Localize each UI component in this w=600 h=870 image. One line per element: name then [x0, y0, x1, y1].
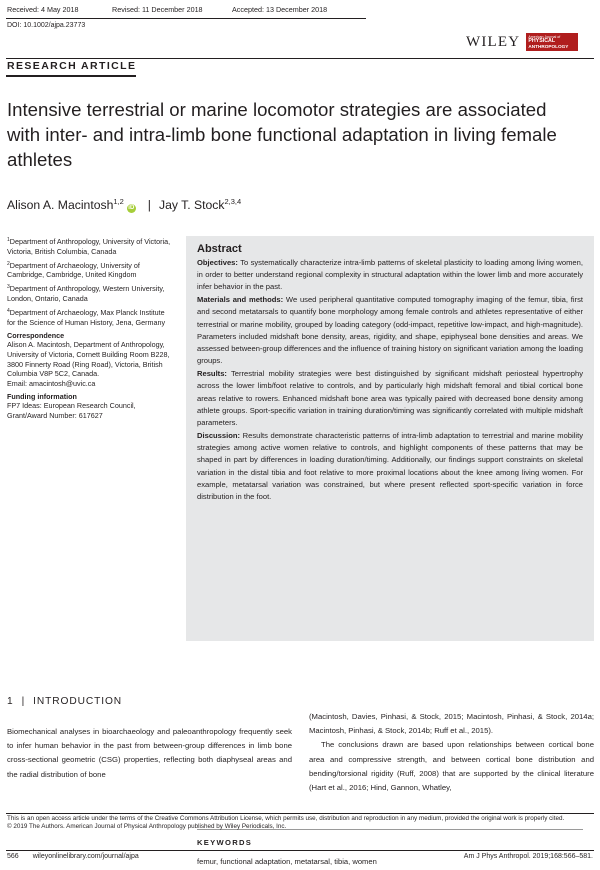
- author-affiliation-marker: 2,3,4: [224, 197, 242, 206]
- abstract-discussion: [197, 430, 583, 503]
- affiliation-text: Department of Anthropology, Western University, London, Ontario, Canada: [7, 284, 165, 303]
- doi[interactable]: DOI: 10.1002/ajpa.23773: [7, 22, 86, 29]
- section-label: RESEARCH ARTICLE: [7, 60, 137, 72]
- affiliation: [7, 236, 173, 256]
- revised-date: Revised: 11 December 2018: [112, 5, 203, 14]
- abstract-methods: [197, 294, 583, 367]
- abstract-objectives: [197, 257, 583, 294]
- affiliation-text: Department of Archaeology, Max Planck Institute for the Science of Human History, Jena, Germany: [7, 308, 166, 327]
- body-paragraph: Biomechanical analyses in bioarchaeology and paleoanthropology frequently seek to infer human behavior in the past from between-group differences in limb bone cross-sectional geometric (CSG) properties, reflecting both diaphyseal areas and the radial distribution of bone: [7, 727, 292, 779]
- wiley-logo: WILEY: [466, 33, 521, 50]
- journal-logo-line1: American Journal of: [528, 34, 561, 39]
- author-line: [7, 197, 241, 213]
- correspondence-heading: Correspondence: [7, 330, 65, 340]
- introduction-heading: [7, 696, 122, 707]
- copyright-text: © 2019 The Authors. American Journal of Physical Anthropology published by Wiley Periodicals, Inc.: [7, 823, 287, 831]
- affiliation: [7, 260, 173, 280]
- license-text: This is an open access article under the terms of the Creative Commons Attribution License, which permits use, distribution and reproduction in any medium, provided the original work is properly cited.: [7, 815, 565, 822]
- affiliation-number: 4: [7, 308, 10, 315]
- funding-heading: Funding information: [7, 391, 77, 401]
- correspondence-email[interactable]: Email: amacintosh@uvic.ca: [7, 378, 96, 388]
- methods-text: We used peripheral quantitative computed tomography imaging of the femur, tibia, first and second metatarsals to quantify bone morphology among female controls and athletes representative of either terrestrial or marine mobility, grouped by loading category (odd-impact, repetitive low-impact, and high-magnitude). Parameters included midshaft bone density, areas, rigidity, and shape, epiphyseal bone densities and areas. We assessed between-group differences and the influence of training history on significant variation among the loading groups.: [197, 295, 583, 366]
- orcid-icon[interactable]: iD: [128, 205, 135, 211]
- journal-url[interactable]: wileyonlinelibrary.com/journal/ajpa: [32, 853, 139, 860]
- discussion-text: Results demonstrate characteristic patterns of intra-limb adaptation to terrestrial and marine mobility strategies among active women relative to controls, and highlight components of these patterns that may be shaped in part by differences in loading duration/timing. Additionally, our findings support constraints on skeletal variation in the distal tibia and foot relative to more proximal locations about the knee among living women. For example, metatarsal variation was constrained, but where present reflected sport-specific variation in force distribution in the foot.: [197, 431, 583, 502]
- body-paragraph: The conclusions drawn are based upon relationships between cortical bone area and compressive strength, and between cortical bone distribution and bending/torsional rigidity (Ruff, 2008) that are supported by the clinical literature (Hart et al., 2016; Hind, Gannon, Whatley,: [309, 740, 594, 793]
- results-label: Results:: [197, 369, 227, 379]
- affiliation-text: Department of Archaeology, University of Cambridge, Cambridge, United Kingdom: [7, 260, 140, 280]
- methods-label: Materials and methods:: [197, 295, 284, 305]
- author-name[interactable]: Jay T. Stock: [158, 198, 225, 212]
- section-bar: |: [21, 696, 26, 707]
- affiliation: [7, 283, 173, 303]
- funding-text: FP7 Ideas: European Research Council, Grant/Award Number: 617627: [7, 401, 136, 420]
- results-text: Terrestrial mobility strategies were best distinguished by significant midshaft periosteal hypertrophy across the lower limb/foot relative to controls, and by particularly high midshaft femoral and tibial cortical bone areas relative to rowers. Enhanced midshaft bone area was typically paired with decreased bone density among athlete groups. Sport-specific variation in training duration/timing was significantly correlated with multiple midshaft parameters.: [197, 369, 583, 428]
- abstract-results: [197, 368, 583, 429]
- body-column-left: [7, 725, 292, 782]
- keywords-heading: KEYWORDS: [197, 838, 253, 847]
- journal-logo: [526, 33, 578, 51]
- affiliation-number: 3: [7, 284, 10, 291]
- article-dates-bar: [6, 4, 366, 19]
- journal-citation: Am J Phys Anthropol. 2019;168:566–581.: [463, 853, 593, 860]
- footer-divider-bottom: [6, 850, 594, 851]
- discussion-label: Discussion:: [197, 431, 241, 441]
- footer-divider: [6, 813, 594, 814]
- page-number: 566: [7, 853, 19, 860]
- page-footer-left: [7, 853, 139, 860]
- affiliation: [7, 307, 173, 327]
- accepted-date: Accepted: 13 December 2018: [232, 5, 328, 14]
- objectives-label: Objectives:: [197, 257, 238, 267]
- section-underline: [6, 75, 136, 77]
- keywords-list: femur, functional adaptation, metatarsal, tibia, women: [197, 857, 377, 866]
- objectives-text: To systematically characterize intra-limb patterns of skeletal plasticity to loading among living women, in order to better understand regional complexity in structural adaptation within the lower limb and more accurately infer behavior in the past.: [197, 257, 583, 292]
- received-date: Received: 4 May 2018: [7, 5, 79, 14]
- affiliation-number: 2: [7, 260, 10, 267]
- publisher-logos: [466, 32, 578, 52]
- open-access-notice: [7, 815, 595, 831]
- author-separator: |: [147, 198, 151, 212]
- affiliation-text: Department of Anthropology, University of Victoria, Victoria, British Columbia, Canada: [7, 237, 171, 256]
- article-title: Intensive terrestrial or marine locomotor strategies are associated with inter- and intra-limb bone functional adaptation in living female athletes: [7, 99, 557, 170]
- section-number: 1: [7, 696, 14, 707]
- correspondence-text: Alison A. Macintosh, Department of Anthropology, University of Victoria, Cornett Building Room B228, 3800 Finnerty Road (Ring Road), Victoria, British Columbia V8P 5C2, Canada.: [7, 340, 170, 379]
- body-column-right: [309, 710, 594, 795]
- section-title: INTRODUCTION: [33, 696, 123, 707]
- affiliation-number: 1: [7, 237, 10, 243]
- affiliations-column: [7, 236, 173, 424]
- abstract-heading: Abstract: [197, 243, 242, 255]
- journal-logo-line3: ANTHROPOLOGY: [528, 44, 569, 50]
- author-name[interactable]: Alison A. Macintosh: [7, 198, 114, 212]
- header-divider: [6, 58, 594, 59]
- journal-logo-line2: PHYSICAL: [528, 37, 556, 44]
- body-paragraph: (Macintosh, Davies, Pinhasi, & Stock, 2015; Macintosh, Pinhasi, & Stock, 2014a; Macintosh, Pinhasi, & Stock, 2014b; Ruff et al., 2015).: [309, 712, 594, 736]
- author-affiliation-marker: 1,2: [113, 197, 124, 206]
